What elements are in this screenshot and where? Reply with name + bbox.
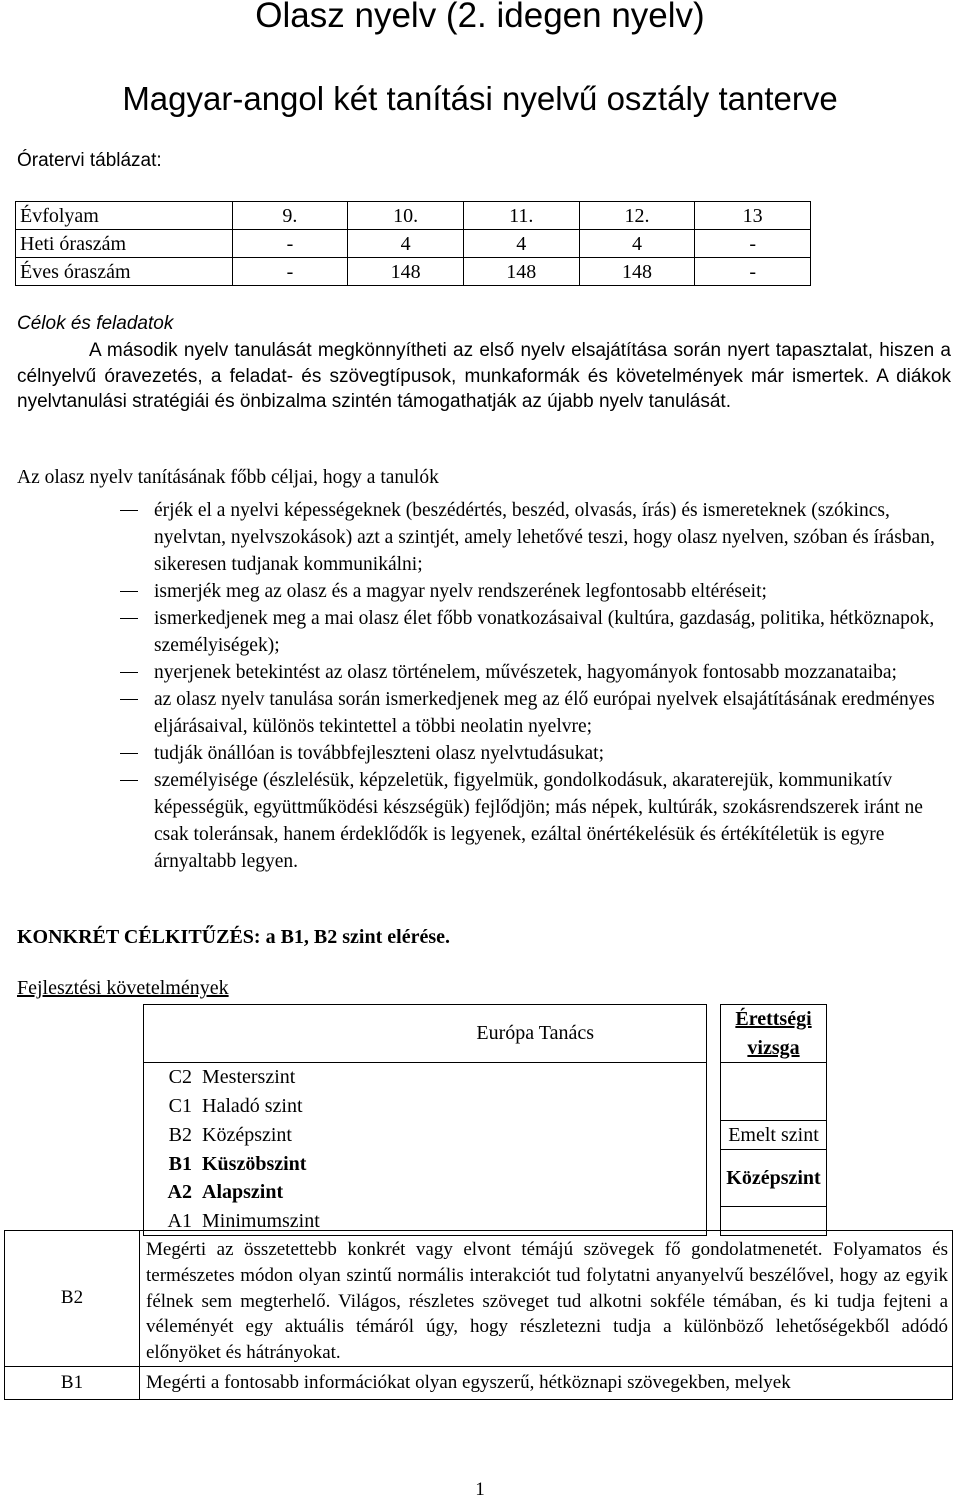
table-cell: 4 (579, 230, 695, 258)
level-code: A1 (167, 1209, 192, 1232)
list-item (17, 767, 947, 875)
table-row (144, 1005, 827, 1063)
level-row (144, 1121, 706, 1150)
descriptor-text: Megérti az összetettebb konkrét vagy elvont témájú szövegek fő gondolatmenetét. Folyamatos és természetes módon olyan szintű normális interakciót tud folytatni anyanyelvű beszélővel, hogy az egyik félnek sem megterhelő. Világos, részletes szöveget tud alkotni sokféle témában, és ki tudja fejteni a véleményét egy aktuális témáról úgy, hogy részletezni tudja a különböző lehetőségekből adódó előnyöket és hátrányokat. (140, 1231, 953, 1367)
dash-bullet (120, 672, 138, 673)
table-cell: - (232, 258, 348, 286)
level-name: Minimumszint (202, 1209, 320, 1232)
list-item-text: az olasz nyelv tanulása során ismerkedjenek meg az élő európai nyelvek elsajátításának eredményes eljárásaival, különös tekintettel a többi neolatin nyelvre; (154, 689, 935, 737)
descriptor-level: B1 (5, 1366, 140, 1399)
list-item (17, 659, 947, 686)
dash-bullet (120, 591, 138, 592)
list-item-text: tudják önállóan is továbbfejleszteni olasz nyelvtudásukat; (154, 743, 605, 764)
table-cell: 9. (232, 202, 348, 230)
level-row (144, 1178, 706, 1207)
level-name: Középszint (202, 1123, 292, 1146)
table-cell: 148 (348, 258, 464, 286)
table-row (16, 230, 811, 258)
table-row (5, 1366, 953, 1399)
table-cell: 148 (463, 258, 579, 286)
list-item-text: személyisége (észlelésük, képzeletük, figyelmük, gondolkodásuk, akaraterejük, kommunikatív képességük, együttműködési készségük) fejlődjön; más népek, kultúrák, szokásrendszerek iránt ne csak toleránsak, hanem érdeklődők is legyenek, ezáltal önértékelésük és értékítéletük is egyre árnyaltabb legyen. (154, 770, 923, 872)
level-name: Haladó szint (202, 1094, 303, 1117)
table-row (5, 1231, 953, 1367)
table-cell: Éves óraszám (16, 258, 233, 286)
dash-bullet (120, 780, 138, 781)
table-cell: Évfolyam (16, 202, 233, 230)
requirements-heading: Fejlesztési követelmények (17, 977, 229, 999)
level-row (144, 1063, 706, 1092)
goals-paragraph: A második nyelv tanulását megkönnyítheti az első nyelv elsajátítása során nyert tapasztalat, hiszen a célnyelvű óravezetés, a feladat- és szövegtípusok, munkaformák és követelmények már ismertek. A diákok nyelvtanulási stratégiái és önbizalma szintén támogathatják az újabb nyelv tanulását. (17, 340, 951, 412)
levels-header-left: Európa Tanács (144, 1005, 707, 1063)
dash-bullet (120, 618, 138, 619)
table-row (144, 1120, 827, 1150)
exam-empty-cell (721, 1063, 827, 1121)
level-name: Alapszint (202, 1181, 284, 1203)
descriptor-text: Megérti a fontosabb információkat olyan egyszerű, hétköznapi szövegekben, melyek (140, 1366, 953, 1399)
table-cell: 13 (695, 202, 811, 230)
list-item-text: ismerkedjenek meg a mai olasz élet főbb vonatkozásaival (kultúra, gazdaság, politika, hétköznapok, személyiségek); (154, 608, 935, 656)
level-cell (144, 1120, 707, 1150)
level-cell (144, 1063, 707, 1121)
list-item-text: érjék el a nyelvi képességeknek (beszédértés, beszéd, olvasás, írás) és ismereteknek (szókincs, nyelvtan, nyelvszokások) azt a szintjét, amely lehetővé teszi, hogy olasz nyelven, szóban és írásban, sikeresen tudjanak kommunikálni; (154, 500, 935, 575)
level-name: Mesterszint (202, 1066, 296, 1088)
level-row (144, 1092, 706, 1121)
table-cell: 148 (579, 258, 695, 286)
hours-table-label: Óratervi táblázat: (17, 150, 162, 171)
aims-list (17, 497, 947, 875)
list-item (17, 740, 947, 767)
descriptor-level: B2 (5, 1231, 140, 1367)
level-code: A2 (167, 1181, 192, 1203)
table-cell: 10. (348, 202, 464, 230)
descriptor-table (4, 1230, 953, 1400)
table-cell: - (232, 230, 348, 258)
exam-intermediate: Középszint (721, 1150, 827, 1207)
level-name: Küszöbszint (202, 1152, 307, 1175)
list-item-text: nyerjenek betekintést az olasz történelem, művészetek, hagyományok fontosabb mozzanataiba; (154, 662, 897, 683)
list-item-text: ismerjék meg az olasz és a magyar nyelv rendszerének legfontosabb eltéréseit; (154, 581, 767, 602)
dash-bullet (120, 510, 138, 511)
level-row (144, 1150, 706, 1179)
table-cell: 11. (463, 202, 579, 230)
table-cell: 4 (348, 230, 464, 258)
level-cell (144, 1150, 707, 1207)
table-row (144, 1063, 827, 1121)
table-cell: 12. (579, 202, 695, 230)
page-subtitle: Magyar-angol két tanítási nyelvű osztály tanterve (122, 80, 838, 117)
list-item (17, 578, 947, 605)
list-item (17, 497, 947, 578)
table-cell: - (695, 230, 811, 258)
level-code: C2 (168, 1066, 192, 1088)
levels-header-right: Érettségi vizsga (721, 1005, 827, 1063)
level-code: B2 (168, 1123, 192, 1146)
table-row (144, 1150, 827, 1207)
exam-advanced: Emelt szint (721, 1120, 827, 1150)
table-row (16, 202, 811, 230)
list-item (17, 605, 947, 659)
table-cell: - (695, 258, 811, 286)
page-number: 1 (475, 1479, 485, 1500)
hours-table (15, 201, 811, 286)
levels-table (143, 1004, 827, 1236)
dash-bullet (120, 753, 138, 754)
page-title: Olasz nyelv (2. idegen nyelv) (255, 0, 705, 35)
table-row (16, 258, 811, 286)
table-cell: 4 (463, 230, 579, 258)
table-cell: Heti óraszám (16, 230, 233, 258)
concrete-goal: KONKRÉT CÉLKITŰZÉS: a B1, B2 szint elérése. (17, 926, 450, 948)
dash-bullet (120, 699, 138, 700)
goals-heading: Célok és feladatok (17, 313, 174, 334)
level-code: B1 (168, 1152, 192, 1175)
aims-intro: Az olasz nyelv tanításának főbb céljai, hogy a tanulók (17, 467, 439, 488)
level-code: C1 (168, 1094, 192, 1117)
list-item (17, 686, 947, 740)
